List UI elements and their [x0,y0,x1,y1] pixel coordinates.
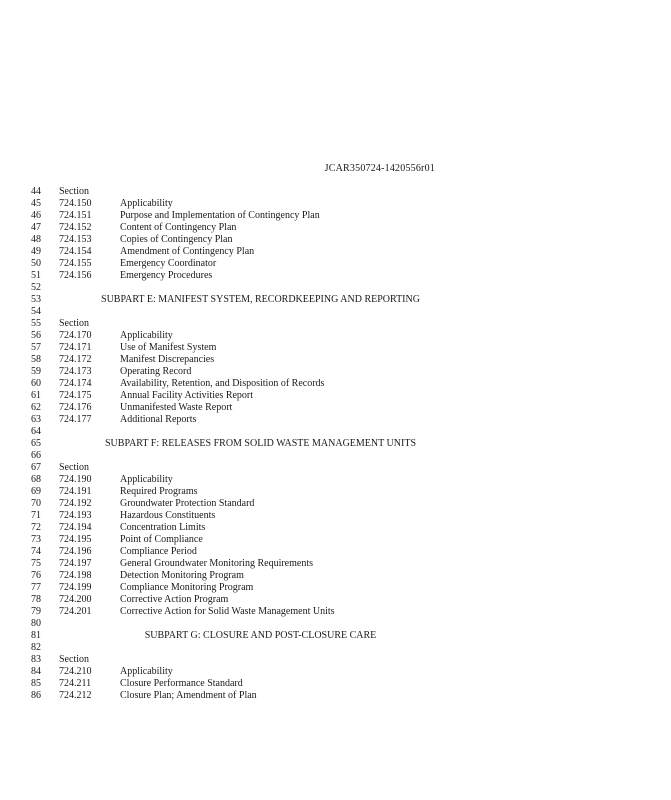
line-number: 75 [31,558,41,569]
document-line [0,558,671,570]
section-number: 724.212 [59,690,92,701]
line-number: 49 [31,246,41,257]
section-number: 724.175 [59,390,92,401]
section-title: Concentration Limits [120,522,206,533]
section-number: 724.173 [59,366,92,377]
section-number: 724.195 [59,534,92,545]
section-title: Copies of Contingency Plan [120,234,233,245]
line-number: 56 [31,330,41,341]
line-number: 47 [31,222,41,233]
document-line [0,390,671,402]
document-line [0,330,671,342]
document-line [0,474,671,486]
document-line [0,462,671,474]
line-number: 72 [31,522,41,533]
document-line [0,426,671,438]
document-line [0,222,671,234]
section-title: Purpose and Implementation of Contingency Plan [120,210,320,221]
section-title: Applicability [120,330,173,341]
line-number: 45 [31,198,41,209]
line-number: 70 [31,498,41,509]
document-line [0,546,671,558]
line-number: 68 [31,474,41,485]
document-line [0,402,671,414]
document-line [0,210,671,222]
document-line [0,450,671,462]
section-title: Corrective Action for Solid Waste Management Units [120,606,335,617]
section-number: 724.211 [59,678,92,689]
line-number: 77 [31,582,41,593]
line-number: 51 [31,270,41,281]
section-number: 724.192 [59,498,92,509]
line-number: 57 [31,342,41,353]
line-number: 86 [31,690,41,701]
line-number: 71 [31,510,41,521]
section-number: 724.176 [59,402,92,413]
section-label: Section [59,318,89,329]
line-number: 66 [31,450,41,461]
document-line [0,570,671,582]
document-line [0,246,671,258]
section-number: 724.172 [59,354,92,365]
line-number: 62 [31,402,41,413]
line-number: 55 [31,318,41,329]
section-number: 724.171 [59,342,92,353]
document-line [0,234,671,246]
section-title: General Groundwater Monitoring Requirements [120,558,314,569]
subpart-heading: SUBPART E: MANIFEST SYSTEM, RECORDKEEPING AND REPORTING [101,294,420,305]
document-line [0,318,671,330]
section-number: 724.153 [59,234,92,245]
line-number: 50 [31,258,41,269]
section-title: Availability, Retention, and Disposition of Records [120,378,325,389]
section-title: Closure Plan; Amendment of Plan [120,690,257,701]
line-number: 78 [31,594,41,605]
section-title: Annual Facility Activities Report [120,390,254,401]
section-number: 724.151 [59,210,92,221]
subpart-heading: SUBPART F: RELEASES FROM SOLID WASTE MANAGEMENT UNITS [104,438,417,449]
line-number: 84 [31,666,41,677]
line-number: 59 [31,366,41,377]
section-number: 724.201 [59,606,92,617]
section-number: 724.174 [59,378,92,389]
section-number: 724.199 [59,582,92,593]
subpart-heading: SUBPART G: CLOSURE AND POST-CLOSURE CARE [144,630,377,641]
line-number: 73 [31,534,41,545]
document-line [0,606,671,618]
document-line [0,270,671,282]
section-title: Unmanifested Waste Report [120,402,233,413]
document-line [0,690,671,702]
line-number: 60 [31,378,41,389]
section-title: Corrective Action Program [120,594,229,605]
document-line [0,294,671,306]
section-number: 724.193 [59,510,92,521]
document-line [0,258,671,270]
document-line [0,498,671,510]
section-title: Closure Performance Standard [120,678,243,689]
line-number: 69 [31,486,41,497]
document-line [0,642,671,654]
line-number: 67 [31,462,41,473]
section-number: 724.191 [59,486,92,497]
line-number: 81 [31,630,41,641]
document-line [0,594,671,606]
section-number: 724.196 [59,546,92,557]
section-number: 724.150 [59,198,92,209]
section-number: 724.177 [59,414,92,425]
section-number: 724.210 [59,666,92,677]
section-title: Applicability [120,666,173,677]
document-line [0,438,671,450]
section-number: 724.155 [59,258,92,269]
section-number: 724.197 [59,558,92,569]
document-line [0,378,671,390]
line-number: 79 [31,606,41,617]
section-title: Point of Compliance [120,534,203,545]
section-title: Applicability [120,198,173,209]
document-id: JCAR350724-1420556r01 [324,163,435,174]
document-line [0,366,671,378]
line-number: 63 [31,414,41,425]
section-label: Section [59,654,89,665]
section-title: Required Programs [120,486,198,497]
document-line [0,522,671,534]
section-title: Use of Manifest System [120,342,217,353]
line-number: 44 [31,186,41,197]
document-line [0,306,671,318]
section-title: Compliance Monitoring Program [120,582,254,593]
line-number: 80 [31,618,41,629]
section-number: 724.152 [59,222,92,233]
line-number: 85 [31,678,41,689]
section-number: 724.154 [59,246,92,257]
section-number: 724.170 [59,330,92,341]
line-number: 58 [31,354,41,365]
document-line [0,618,671,630]
line-number: 76 [31,570,41,581]
section-number: 724.198 [59,570,92,581]
line-number: 46 [31,210,41,221]
section-title: Additional Reports [120,414,197,425]
section-label: Section [59,186,89,197]
document-line [0,534,671,546]
section-number: 724.200 [59,594,92,605]
section-title: Content of Contingency Plan [120,222,237,233]
section-title: Compliance Period [120,546,197,557]
document-line [0,582,671,594]
section-title: Detection Monitoring Program [120,570,244,581]
line-list [0,186,671,702]
document-line [0,354,671,366]
section-title: Hazardous Constituents [120,510,216,521]
section-label: Section [59,462,89,473]
line-number: 74 [31,546,41,557]
document-line [0,678,671,690]
document-line [0,342,671,354]
section-title: Groundwater Protection Standard [120,498,255,509]
line-number: 65 [31,438,41,449]
line-number: 83 [31,654,41,665]
section-number: 724.156 [59,270,92,281]
section-title: Operating Record [120,366,192,377]
section-title: Emergency Coordinator [120,258,217,269]
line-number: 54 [31,306,41,317]
document-line [0,198,671,210]
document-line [0,186,671,198]
document-line [0,630,671,642]
document-line [0,414,671,426]
section-title: Applicability [120,474,173,485]
line-number: 53 [31,294,41,305]
section-number: 724.190 [59,474,92,485]
line-number: 52 [31,282,41,293]
section-number: 724.194 [59,522,92,533]
line-number: 61 [31,390,41,401]
line-number: 64 [31,426,41,437]
section-title: Manifest Discrepancies [120,354,215,365]
document-line [0,486,671,498]
document-line [0,666,671,678]
section-title: Amendment of Contingency Plan [120,246,255,257]
document-line [0,510,671,522]
document-line [0,282,671,294]
section-title: Emergency Procedures [120,270,213,281]
line-number: 48 [31,234,41,245]
line-number: 82 [31,642,41,653]
document-line [0,654,671,666]
